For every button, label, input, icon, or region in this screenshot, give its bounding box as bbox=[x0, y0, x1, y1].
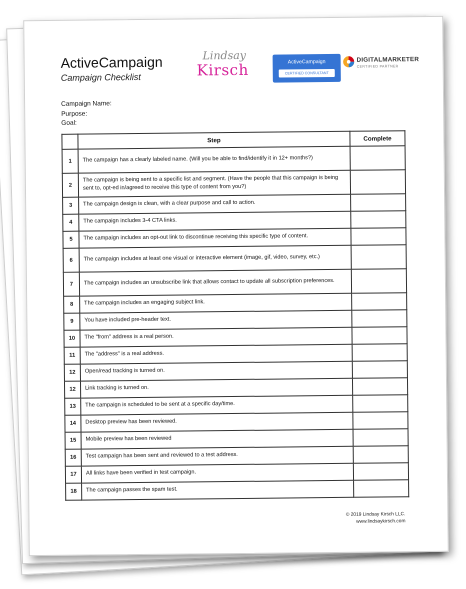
row-number: 13 bbox=[65, 398, 81, 415]
table-row bbox=[62, 146, 405, 174]
row-step: The campaign is being sent to a specific list and segment. (Have the people that this campaign is being sent to, opt-ed in/agreed to receive this type of content from you?) bbox=[78, 170, 350, 197]
row-complete-cell[interactable] bbox=[353, 446, 408, 464]
table-row bbox=[62, 170, 405, 198]
row-step: Link tracking is turned on. bbox=[80, 378, 352, 398]
row-complete-cell[interactable] bbox=[352, 361, 407, 379]
page-footer bbox=[346, 511, 406, 526]
complete-column-header: Complete bbox=[350, 131, 405, 147]
copyright-text: © 2019 Lindsay Kirsch LLC. bbox=[345, 512, 406, 518]
row-step: Mobile preview has been reviewed bbox=[81, 429, 353, 449]
table-row bbox=[63, 245, 406, 273]
row-step: The campaign includes an unsubscribe link that allows contact to update all subscription preferences. bbox=[79, 269, 351, 296]
row-number: 6 bbox=[63, 248, 79, 272]
campaign-name-label: Campaign Name: bbox=[61, 100, 112, 108]
row-complete-cell[interactable] bbox=[350, 146, 405, 171]
row-complete-cell[interactable] bbox=[351, 269, 406, 294]
row-step: The campaign design is clean, with a clear purpose and call to action. bbox=[79, 194, 351, 214]
row-number: 8 bbox=[64, 296, 80, 313]
table-row bbox=[63, 269, 406, 297]
row-number: 16 bbox=[65, 449, 81, 466]
row-number: 14 bbox=[65, 415, 81, 432]
row-complete-cell[interactable] bbox=[351, 194, 406, 212]
checklist-page bbox=[23, 16, 449, 556]
row-step: The "address" is a real address. bbox=[80, 344, 352, 364]
campaign-info-fields bbox=[61, 99, 112, 128]
row-complete-cell[interactable] bbox=[351, 211, 406, 229]
row-complete-cell[interactable] bbox=[352, 378, 407, 396]
row-step: The campaign includes an opt-out link to discontinue receiving this specific type of content. bbox=[79, 228, 351, 248]
row-complete-cell[interactable] bbox=[352, 344, 407, 362]
row-step: The "from" address is a real person. bbox=[80, 327, 352, 347]
checklist-table bbox=[61, 130, 409, 501]
row-complete-cell[interactable] bbox=[353, 429, 408, 447]
row-number: 17 bbox=[65, 466, 81, 483]
row-step: All links have been verified in test campaign. bbox=[81, 463, 353, 483]
lindsay-kirsch-logo bbox=[197, 49, 267, 84]
badge-brand-text: ActiveCampaign bbox=[287, 59, 326, 66]
row-number: 15 bbox=[65, 432, 81, 449]
row-step: The campaign passes the spam test. bbox=[82, 480, 354, 500]
row-step: The campaign is scheduled to be sent at a specific day/time. bbox=[81, 395, 353, 415]
digital-marketer-tagline: CERTIFIED PARTNER bbox=[356, 64, 399, 69]
row-step: The campaign includes 3-4 CTA links. bbox=[79, 211, 351, 231]
row-number: 12 bbox=[64, 364, 80, 381]
row-complete-cell[interactable] bbox=[352, 293, 407, 311]
logo-bold-text: Kirsch bbox=[196, 60, 249, 80]
row-number: 7 bbox=[63, 272, 79, 296]
step-column-header: Step bbox=[78, 131, 350, 149]
row-complete-cell[interactable] bbox=[352, 310, 407, 328]
activecampaign-certified-badge bbox=[273, 54, 341, 83]
row-complete-cell[interactable] bbox=[352, 327, 407, 345]
row-complete-cell[interactable] bbox=[353, 463, 408, 481]
logo-script-text: Lindsay bbox=[202, 48, 247, 63]
row-number: 5 bbox=[63, 231, 79, 248]
row-complete-cell[interactable] bbox=[354, 480, 409, 498]
row-step: Open/read tracking is turned on. bbox=[80, 361, 352, 381]
row-number: 1 bbox=[62, 149, 78, 173]
row-complete-cell[interactable] bbox=[351, 245, 406, 270]
row-complete-cell[interactable] bbox=[350, 170, 405, 195]
badge-certification-text: CERTIFIED CONSULTANT bbox=[279, 69, 335, 78]
page-subtitle: Campaign Checklist bbox=[60, 71, 141, 83]
digital-marketer-mark-icon bbox=[343, 56, 355, 68]
row-step: Test campaign has been sent and reviewed to a test address. bbox=[81, 446, 353, 466]
row-number: 18 bbox=[66, 483, 82, 500]
row-number: 12 bbox=[64, 381, 80, 398]
row-number: 4 bbox=[63, 214, 79, 231]
row-step: The campaign includes at least one visual or interactive element (image, gif, video, survey, etc.) bbox=[79, 245, 351, 272]
purpose-label: Purpose: bbox=[61, 110, 88, 118]
row-number: 3 bbox=[63, 197, 79, 214]
website-link[interactable]: www.lindsaykirsch.com bbox=[356, 519, 406, 525]
row-number: 9 bbox=[64, 313, 80, 330]
row-complete-cell[interactable] bbox=[351, 228, 406, 246]
row-number: 11 bbox=[64, 347, 80, 364]
row-step: Desktop preview has been reviewed. bbox=[81, 412, 353, 432]
row-step: You have included pre-header text. bbox=[80, 310, 352, 330]
page-title: ActiveCampaign bbox=[60, 53, 163, 71]
digital-marketer-name: DIGITALMARKETER bbox=[356, 56, 420, 64]
goal-label: Goal: bbox=[61, 119, 77, 127]
row-step: The campaign has a clearly labeled name. (Will you be able to find/identify it in 12+ months?) bbox=[78, 146, 350, 173]
digital-marketer-logo bbox=[343, 53, 420, 78]
number-column-header bbox=[62, 134, 78, 149]
row-number: 10 bbox=[64, 330, 80, 347]
table-row bbox=[66, 480, 409, 501]
row-number: 2 bbox=[62, 173, 78, 197]
row-complete-cell[interactable] bbox=[353, 412, 408, 430]
row-complete-cell[interactable] bbox=[353, 395, 408, 413]
row-step: The campaign includes an engaging subject link. bbox=[80, 293, 352, 313]
